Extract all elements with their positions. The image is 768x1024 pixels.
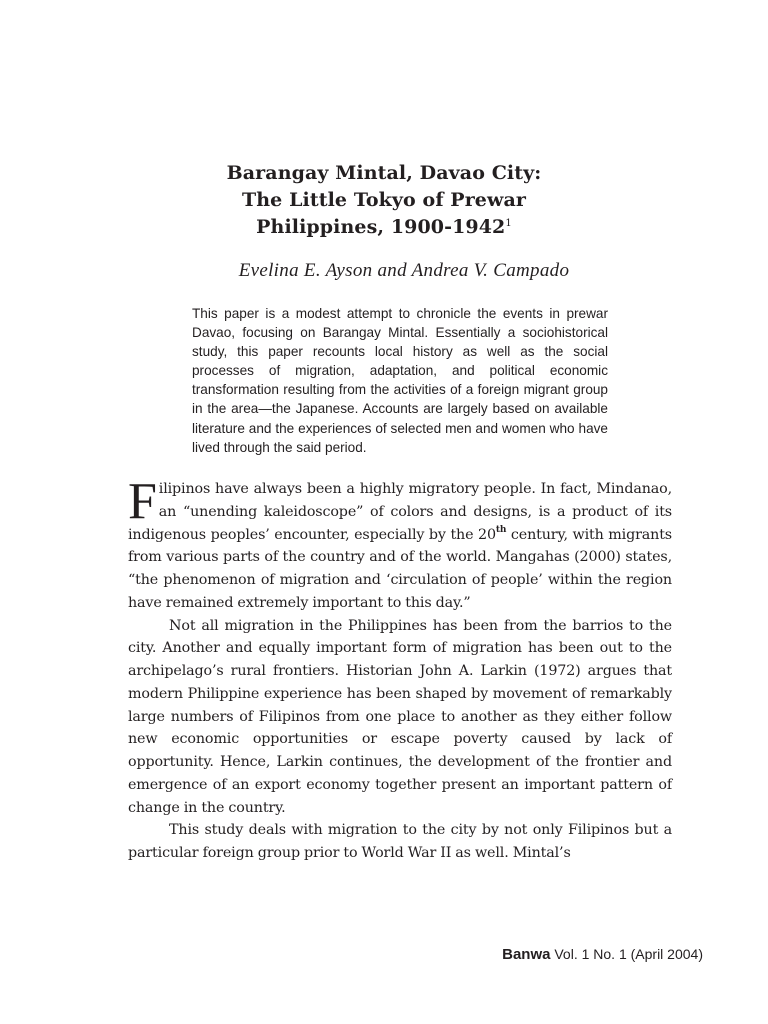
ordinal-superscript: th [495, 524, 507, 535]
paragraph-1 [128, 473, 672, 615]
paper-title [0, 160, 768, 241]
title-line-2: The Little Tokyo of Prewar [242, 189, 526, 211]
title-line-3-text: Philippines, 1900-1942 [256, 216, 506, 238]
title-footnote-mark[interactable]: 1 [505, 218, 512, 229]
title-line-3 [0, 214, 768, 241]
drop-cap: F [128, 473, 157, 530]
paragraph-2: Not all migration in the Philippines has been from the barrios to the city. Another and equally important form of migration has been out to the archipelago’s rural frontiers. Historian John A. Larkin (1972) argues that modern Philippine experience has been shaped by movement of remarkably large numbers of Filipinos from one place to another as they either follow new economic opportunities or escape poverty caused by lack of opportunity. Hence, Larkin continues, the development of the frontier and emergence of an export economy together present an important pattern of change in the country. [128, 617, 672, 816]
journal-issue: Vol. 1 No. 1 (April 2004) [550, 946, 703, 962]
page-footer [0, 944, 703, 965]
paragraph-1-text-a: ilipinos have always been a highly migratory people. In fact, Mindanao, an “unending kaleidoscope” of colors and designs, is a product of its indigenous peoples’ encounter, especially by the 20 [128, 481, 672, 543]
title-line-1: Barangay Mintal, Davao City: [226, 162, 542, 184]
paragraph-1-text-b: century, with migrants from various parts of the country and of the world. Mangahas (2000) states, “the phenomenon of migration and ‘circulation of people’ within the region have remained extremely important to this day.” [128, 526, 672, 611]
journal-name: Banwa [502, 946, 551, 963]
author-line: Evelina E. Ayson and Andrea V. Campado [238, 260, 570, 281]
abstract: This paper is a modest attempt to chronicle the events in prewar Davao, focusing on Barangay Mintal. Essentially a sociohistorical study, this paper recounts local history as well as the social processes of migration, adaptation, and political economic transformation resulting from the activities of a foreign migrant group in the area—the Japanese. Accounts are largely based on available literature and the experiences of selected men and women who have lived through the said period. [192, 306, 608, 455]
paragraph-3: This study deals with migration to the city by not only Filipinos but a particular foreign group prior to World War II as well. Mintal’s [128, 822, 672, 861]
body-text [128, 473, 672, 865]
